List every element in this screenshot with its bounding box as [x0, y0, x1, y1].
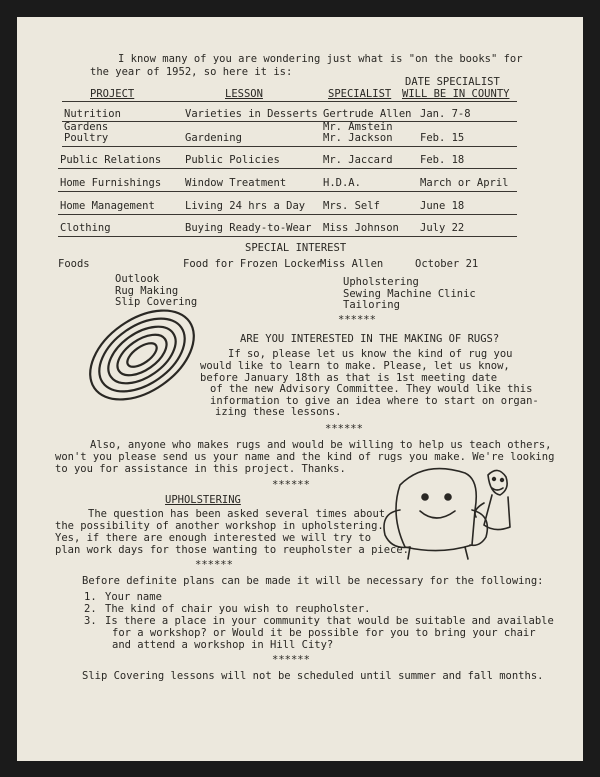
row-poultry-lesson: Gardening [185, 132, 242, 144]
upholstering-line: the possibility of another workshop in upholstering. [55, 520, 384, 532]
row-rule [62, 146, 517, 147]
row-home-furnishings-project: Home Furnishings [60, 177, 162, 189]
separator: ****** [325, 423, 363, 435]
rugs-help-line: to you for assistance in this project. Thanks. [55, 463, 346, 475]
special-foods-lesson: Food for Frozen Locker [183, 258, 323, 270]
separator: ****** [272, 479, 310, 491]
row-poultry-project: Poultry [64, 132, 109, 144]
rugs-heading: ARE YOU INTERESTED IN THE MAKING OF RUGS? [240, 333, 500, 345]
requirement-item-2: The kind of chair you wish to reupholster. [105, 603, 371, 615]
row-clothing-lesson: Buying Ready-to-Wear [185, 222, 312, 234]
row-clothing-date: July 22 [420, 222, 465, 234]
row-clothing-project: Clothing [60, 222, 111, 234]
row-poultry-date: Feb. 15 [420, 132, 465, 144]
intro-line-2: the year of 1952, so here it is: [90, 66, 293, 78]
row-gardens-specialist: Mr. Amstein [323, 121, 393, 133]
upholstering-line: Yes, if there are enough interested we will try to [55, 532, 372, 544]
row-nutrition-date: Jan. 7-8 [420, 108, 471, 120]
special-foods-project: Foods [58, 258, 90, 270]
upholstering-heading: UPHOLSTERING [165, 494, 241, 506]
requirement-number: 1. [84, 591, 97, 603]
special-left-item: Slip Covering [115, 296, 198, 308]
special-right-item: Sewing Machine Clinic [343, 288, 476, 300]
rugs-help-line: Also, anyone who makes rugs and would be willing to help us teach others, [90, 439, 552, 451]
row-home-furnishings-lesson: Window Treatment [185, 177, 287, 189]
requirement-item-3-line: for a workshop? or Would it be possible for you to bring your chair [112, 627, 536, 639]
upholstering-line: plan work days for those wanting to reupholster a piece. [55, 544, 410, 556]
requirement-item-1: Your name [105, 591, 162, 603]
row-nutrition-lesson: Varieties in Desserts [185, 108, 318, 120]
row-public-relations-lesson: Public Policies [185, 154, 280, 166]
header-lesson: LESSON [225, 88, 263, 100]
requirement-item-3-line: and attend a workshop in Hill City? [112, 639, 334, 651]
row-home-management-date: June 18 [420, 200, 465, 212]
header-project: PROJECT [90, 88, 135, 100]
row-home-management-lesson: Living 24 hrs a Day [185, 200, 306, 212]
special-foods-date: October 21 [415, 258, 479, 270]
requirement-item-3-line: Is there a place in your community that would be suitable and available [105, 615, 554, 627]
rugs-help-line: won't you please send us your name and the kind of rugs you make. We're looking [55, 451, 555, 463]
special-foods-specialist: Miss Allen [320, 258, 384, 270]
row-rule [58, 214, 517, 215]
header-date-line-1: DATE SPECIALIST [405, 76, 500, 88]
special-left-item: Outlook [115, 273, 160, 285]
row-clothing-specialist: Miss Johnson [323, 222, 399, 234]
table-header-rule [62, 101, 517, 102]
rugs-paragraph-line: of the new Advisory Committee. They would like this [210, 383, 533, 395]
requirement-number: 3. [84, 615, 97, 627]
row-poultry-specialist: Mr. Jackson [323, 132, 393, 144]
row-rule [62, 121, 517, 122]
upholstering-line: The question has been asked several times about [88, 508, 386, 520]
separator: ****** [195, 559, 233, 571]
closing-note: Slip Covering lessons will not be scheduled until summer and fall months. [82, 670, 544, 682]
special-right-item: Tailoring [343, 299, 400, 311]
rugs-paragraph-line: information to give an idea where to start on organ- [210, 395, 539, 407]
row-public-relations-project: Public Relations [60, 154, 162, 166]
row-rule [58, 168, 517, 169]
requirement-number: 2. [84, 603, 97, 615]
row-home-management-specialist: Mrs. Self [323, 200, 380, 212]
rugs-paragraph-line: If so, please let us know the kind of rug you [228, 348, 513, 360]
row-public-relations-date: Feb. 18 [420, 154, 465, 166]
row-nutrition-specialist: Gertrude Allen [323, 108, 412, 120]
special-interest-heading: SPECIAL INTEREST [245, 242, 347, 254]
row-home-furnishings-date: March or April [420, 177, 509, 189]
header-specialist: SPECIALIST [328, 88, 392, 100]
row-nutrition-project: Nutrition [64, 108, 121, 120]
special-left-item: Rug Making [115, 285, 179, 297]
rugs-paragraph-line: would like to learn to make. Please, let us know, [200, 360, 510, 372]
row-home-furnishings-specialist: H.D.A. [323, 177, 361, 189]
row-rule [58, 191, 517, 192]
separator: ****** [338, 314, 376, 326]
row-rule [58, 236, 517, 237]
special-right-item: Upholstering [343, 276, 419, 288]
requirements-intro: Before definite plans can be made it will be necessary for the following: [82, 575, 544, 587]
header-date-line-2: WILL BE IN COUNTY [402, 88, 510, 100]
rugs-paragraph-line: izing these lessons. [215, 406, 342, 418]
rug-illustration [80, 300, 205, 410]
row-gardens-project: Gardens [64, 121, 109, 133]
intro-line-1: I know many of you are wondering just what is "on the books" for [118, 53, 523, 65]
rugs-paragraph-line: before January 18th as that is 1st meeting date [200, 372, 498, 384]
separator: ****** [272, 654, 310, 666]
row-home-management-project: Home Management [60, 200, 155, 212]
row-public-relations-specialist: Mr. Jaccard [323, 154, 393, 166]
